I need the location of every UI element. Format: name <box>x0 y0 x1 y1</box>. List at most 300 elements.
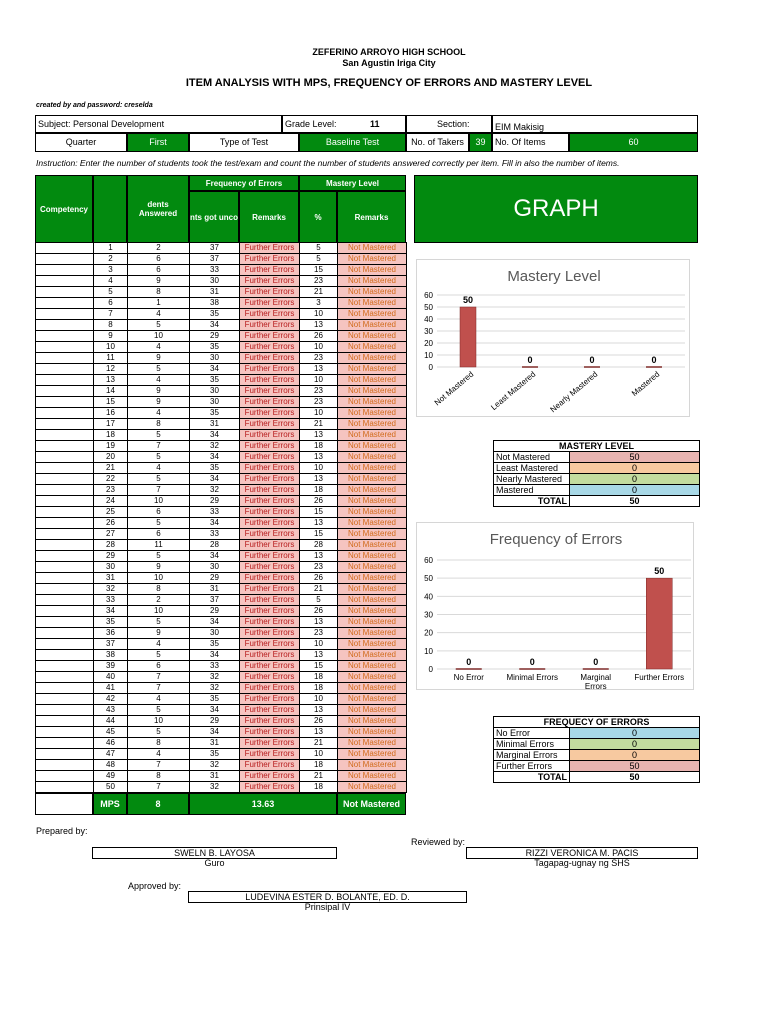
not-correct-cell: 35 <box>190 639 240 650</box>
students-answered-cell[interactable]: 8 <box>128 584 190 595</box>
table-row <box>36 320 407 331</box>
not-correct-cell: 35 <box>190 694 240 705</box>
y-tick-label: 60 <box>424 556 433 565</box>
not-correct-cell: 35 <box>190 375 240 386</box>
takers-value[interactable]: 39 <box>469 133 492 152</box>
mastery-remarks-cell: Not Mastered <box>338 408 407 419</box>
not-correct-cell: 31 <box>190 771 240 782</box>
not-correct-cell: 32 <box>190 485 240 496</box>
students-answered-cell[interactable]: 4 <box>128 375 190 386</box>
competency-cell[interactable] <box>36 661 94 672</box>
students-answered-cell[interactable]: 5 <box>128 518 190 529</box>
students-answered-cell[interactable]: 10 <box>128 716 190 727</box>
item-number: 37 <box>94 639 128 650</box>
mastery-remarks-cell: Not Mastered <box>338 342 407 353</box>
error-remarks-cell: Further Errors <box>240 474 300 485</box>
header-mastery-remarks: Remarks <box>337 191 406 243</box>
competency-cell[interactable] <box>36 452 94 463</box>
not-correct-cell: 30 <box>190 397 240 408</box>
mastery-remarks-cell: Not Mastered <box>338 287 407 298</box>
competency-cell[interactable] <box>36 650 94 661</box>
students-answered-cell[interactable]: 5 <box>128 364 190 375</box>
table-row <box>36 507 407 518</box>
table-row <box>36 727 407 738</box>
students-answered-cell[interactable]: 4 <box>128 309 190 320</box>
not-correct-cell: 37 <box>190 254 240 265</box>
competency-cell[interactable] <box>36 474 94 485</box>
reviewed-name[interactable]: RIZZI VERONICA M. PACIS <box>466 847 698 859</box>
not-correct-cell: 34 <box>190 452 240 463</box>
competency-cell[interactable] <box>36 617 94 628</box>
mastery-total-label: TOTAL <box>494 496 570 507</box>
competency-cell[interactable] <box>36 705 94 716</box>
mastery-remarks-cell: Not Mastered <box>338 760 407 771</box>
y-tick-label: 60 <box>424 291 433 300</box>
error-remarks-cell: Further Errors <box>240 331 300 342</box>
students-answered-cell[interactable]: 10 <box>128 606 190 617</box>
mastery-remarks-cell: Not Mastered <box>338 529 407 540</box>
not-correct-cell: 30 <box>190 562 240 573</box>
table-row <box>36 661 407 672</box>
error-remarks-cell: Further Errors <box>240 628 300 639</box>
not-correct-cell: 32 <box>190 782 240 793</box>
item-number: 19 <box>94 441 128 452</box>
percent-cell: 28 <box>300 540 338 551</box>
header-percent: % <box>299 191 337 243</box>
not-correct-cell: 28 <box>190 540 240 551</box>
competency-cell[interactable] <box>36 782 94 793</box>
competency-cell[interactable] <box>36 540 94 551</box>
mastery-label: Not Mastered <box>494 452 570 463</box>
prepared-name[interactable]: SWELN B. LAYOSA <box>92 847 337 859</box>
students-answered-cell[interactable]: 5 <box>128 430 190 441</box>
competency-cell[interactable] <box>36 562 94 573</box>
competency-cell[interactable] <box>36 760 94 771</box>
approved-by-label: Approved by: <box>128 881 182 891</box>
mastery-remarks-cell: Not Mastered <box>338 397 407 408</box>
header-frequency-errors: Frequency of Errors <box>189 175 299 191</box>
students-answered-cell[interactable]: 10 <box>128 331 190 342</box>
mastery-remarks-cell: Not Mastered <box>338 320 407 331</box>
mastery-remarks-cell: Not Mastered <box>338 606 407 617</box>
item-number: 14 <box>94 386 128 397</box>
percent-cell: 18 <box>300 441 338 452</box>
table-row <box>36 265 407 276</box>
students-answered-cell[interactable]: 4 <box>128 463 190 474</box>
competency-cell[interactable] <box>36 430 94 441</box>
table-row <box>36 782 407 793</box>
mps-remarks: Not Mastered <box>337 793 406 815</box>
not-correct-cell: 32 <box>190 672 240 683</box>
students-answered-cell[interactable]: 5 <box>128 452 190 463</box>
not-correct-cell: 34 <box>190 474 240 485</box>
mastery-remarks-cell: Not Mastered <box>338 430 407 441</box>
students-answered-cell[interactable]: 9 <box>128 562 190 573</box>
students-answered-cell[interactable]: 6 <box>128 661 190 672</box>
y-tick-label: 20 <box>424 339 433 348</box>
item-number: 17 <box>94 419 128 430</box>
chart-title: Frequency of Errors <box>489 531 623 548</box>
not-correct-cell: 35 <box>190 749 240 760</box>
percent-cell: 10 <box>300 342 338 353</box>
competency-cell[interactable] <box>36 595 94 606</box>
bar <box>460 307 476 367</box>
percent-cell: 13 <box>300 727 338 738</box>
item-number: 45 <box>94 727 128 738</box>
competency-cell[interactable] <box>36 331 94 342</box>
x-tick-label: Further Errors <box>634 673 685 682</box>
students-answered-cell[interactable]: 5 <box>128 551 190 562</box>
error-remarks-cell: Further Errors <box>240 705 300 716</box>
competency-cell[interactable] <box>36 243 94 254</box>
not-correct-cell: 31 <box>190 738 240 749</box>
competency-cell[interactable] <box>36 771 94 782</box>
students-answered-cell[interactable]: 9 <box>128 386 190 397</box>
error-remarks-cell: Further Errors <box>240 760 300 771</box>
students-answered-cell[interactable]: 8 <box>128 738 190 749</box>
competency-cell[interactable] <box>36 265 94 276</box>
percent-cell: 18 <box>300 672 338 683</box>
items-value[interactable]: 60 <box>569 133 698 152</box>
students-answered-cell[interactable]: 5 <box>128 474 190 485</box>
y-tick-label: 40 <box>424 315 433 324</box>
percent-cell: 23 <box>300 386 338 397</box>
mastery-remarks-cell: Not Mastered <box>338 562 407 573</box>
students-answered-cell[interactable]: 6 <box>128 529 190 540</box>
students-answered-cell[interactable]: 9 <box>128 353 190 364</box>
competency-cell[interactable] <box>36 507 94 518</box>
reviewed-title: Tagapag-ugnay ng SHS <box>534 858 630 868</box>
error-remarks-cell: Further Errors <box>240 562 300 573</box>
not-correct-cell: 29 <box>190 331 240 342</box>
competency-cell[interactable] <box>36 738 94 749</box>
header-mastery-level: Mastery Level <box>299 175 406 191</box>
competency-cell[interactable] <box>36 551 94 562</box>
table-row <box>36 496 407 507</box>
competency-cell[interactable] <box>36 298 94 309</box>
table-row <box>36 716 407 727</box>
item-number: 18 <box>94 430 128 441</box>
competency-cell[interactable] <box>36 441 94 452</box>
item-number: 2 <box>94 254 128 265</box>
table-row <box>36 683 407 694</box>
competency-cell[interactable] <box>36 364 94 375</box>
not-correct-cell: 37 <box>190 595 240 606</box>
students-answered-cell[interactable]: 5 <box>128 727 190 738</box>
mastery-remarks-cell: Not Mastered <box>338 716 407 727</box>
competency-cell[interactable] <box>36 749 94 760</box>
percent-cell: 10 <box>300 309 338 320</box>
item-number: 46 <box>94 738 128 749</box>
errors-chart-svg <box>417 523 695 691</box>
not-correct-cell: 33 <box>190 661 240 672</box>
percent-cell: 18 <box>300 760 338 771</box>
table-row <box>36 562 407 573</box>
error-remarks-cell: Further Errors <box>240 529 300 540</box>
error-remarks-cell: Further Errors <box>240 727 300 738</box>
approved-name[interactable]: LUDEVINA ESTER D. BOLANTE, ED. D. <box>188 891 467 903</box>
table-row <box>36 375 407 386</box>
header-competency: Competency <box>35 175 93 243</box>
item-number: 48 <box>94 760 128 771</box>
not-correct-cell: 32 <box>190 441 240 452</box>
competency-cell[interactable] <box>36 694 94 705</box>
students-answered-cell[interactable]: 2 <box>128 243 190 254</box>
competency-cell[interactable] <box>36 529 94 540</box>
percent-cell: 21 <box>300 287 338 298</box>
mastery-label: Least Mastered <box>494 463 570 474</box>
percent-cell: 23 <box>300 353 338 364</box>
percent-cell: 18 <box>300 485 338 496</box>
mastery-title: MASTERY LEVEL <box>494 441 700 452</box>
item-number: 34 <box>94 606 128 617</box>
competency-cell[interactable] <box>36 408 94 419</box>
not-correct-cell: 31 <box>190 584 240 595</box>
error-remarks-cell: Further Errors <box>240 683 300 694</box>
students-answered-cell[interactable]: 6 <box>128 254 190 265</box>
competency-cell[interactable] <box>36 672 94 683</box>
test-type-value[interactable]: Baseline Test <box>299 133 406 152</box>
prepared-title: Guro <box>204 858 225 868</box>
students-answered-cell[interactable]: 5 <box>128 650 190 661</box>
mastery-remarks-cell: Not Mastered <box>338 727 407 738</box>
error-remarks-cell: Further Errors <box>240 243 300 254</box>
students-answered-cell[interactable]: 1 <box>128 298 190 309</box>
item-number: 22 <box>94 474 128 485</box>
competency-cell[interactable] <box>36 584 94 595</box>
chart-title: Mastery Level <box>507 268 601 285</box>
students-answered-cell[interactable]: 6 <box>128 507 190 518</box>
students-answered-cell[interactable]: 8 <box>128 771 190 782</box>
errors-row <box>494 750 700 761</box>
school-name: ZEFERINO ARROYO HIGH SCHOOL <box>312 47 466 57</box>
mastery-remarks-cell: Not Mastered <box>338 518 407 529</box>
not-correct-cell: 35 <box>190 342 240 353</box>
table-row <box>36 309 407 320</box>
mastery-row <box>494 463 700 474</box>
error-remarks-cell: Further Errors <box>240 254 300 265</box>
students-answered-cell[interactable]: 5 <box>128 617 190 628</box>
errors-label: Further Errors <box>494 761 570 772</box>
competency-cell[interactable] <box>36 606 94 617</box>
competency-cell[interactable] <box>36 254 94 265</box>
item-number: 33 <box>94 595 128 606</box>
item-number: 9 <box>94 331 128 342</box>
competency-cell[interactable] <box>36 496 94 507</box>
competency-cell[interactable] <box>36 309 94 320</box>
error-remarks-cell: Further Errors <box>240 771 300 782</box>
competency-cell[interactable] <box>36 639 94 650</box>
competency-cell[interactable] <box>36 727 94 738</box>
competency-cell[interactable] <box>36 397 94 408</box>
graph-banner: GRAPH <box>414 175 698 243</box>
students-answered-cell[interactable]: 9 <box>128 628 190 639</box>
mastery-remarks-cell: Not Mastered <box>338 573 407 584</box>
mps-label: MPS <box>93 793 127 815</box>
students-answered-cell[interactable]: 7 <box>128 672 190 683</box>
students-answered-cell[interactable]: 6 <box>128 265 190 276</box>
percent-cell: 21 <box>300 584 338 595</box>
mastery-remarks-cell: Not Mastered <box>338 507 407 518</box>
mastery-remarks-cell: Not Mastered <box>338 661 407 672</box>
not-correct-cell: 29 <box>190 606 240 617</box>
item-number: 35 <box>94 617 128 628</box>
competency-cell[interactable] <box>36 628 94 639</box>
y-tick-label: 0 <box>428 363 433 372</box>
percent-cell: 3 <box>300 298 338 309</box>
not-correct-cell: 29 <box>190 496 240 507</box>
mastery-value: 0 <box>570 463 700 474</box>
table-row <box>36 650 407 661</box>
competency-cell[interactable] <box>36 683 94 694</box>
errors-row <box>494 761 700 772</box>
mastery-chart-svg <box>417 260 691 418</box>
errors-value: 0 <box>570 750 700 761</box>
mastery-label: Mastered <box>494 485 570 496</box>
mastery-remarks-cell: Not Mastered <box>338 474 407 485</box>
item-number: 20 <box>94 452 128 463</box>
table-row <box>36 617 407 628</box>
percent-cell: 5 <box>300 243 338 254</box>
percent-cell: 23 <box>300 628 338 639</box>
error-remarks-cell: Further Errors <box>240 782 300 793</box>
not-correct-cell: 30 <box>190 353 240 364</box>
mastery-remarks-cell: Not Mastered <box>338 419 407 430</box>
mastery-label: Nearly Mastered <box>494 474 570 485</box>
item-number: 7 <box>94 309 128 320</box>
competency-cell[interactable] <box>36 276 94 287</box>
header-item-number <box>93 175 127 243</box>
students-answered-cell[interactable]: 10 <box>128 573 190 584</box>
competency-cell[interactable] <box>36 353 94 364</box>
students-answered-cell[interactable]: 4 <box>128 749 190 760</box>
students-answered-cell[interactable]: 7 <box>128 683 190 694</box>
item-number: 1 <box>94 243 128 254</box>
item-number: 26 <box>94 518 128 529</box>
error-remarks-cell: Further Errors <box>240 595 300 606</box>
competency-cell[interactable] <box>36 716 94 727</box>
table-row <box>36 738 407 749</box>
item-number: 47 <box>94 749 128 760</box>
students-answered-cell[interactable]: 10 <box>128 496 190 507</box>
percent-cell: 10 <box>300 694 338 705</box>
not-correct-cell: 29 <box>190 573 240 584</box>
mastery-value: 0 <box>570 474 700 485</box>
item-number: 41 <box>94 683 128 694</box>
not-correct-cell: 32 <box>190 683 240 694</box>
item-number: 40 <box>94 672 128 683</box>
item-number: 38 <box>94 650 128 661</box>
students-answered-cell[interactable]: 7 <box>128 760 190 771</box>
percent-cell: 23 <box>300 397 338 408</box>
mastery-remarks-cell: Not Mastered <box>338 254 407 265</box>
error-remarks-cell: Further Errors <box>240 441 300 452</box>
item-number: 3 <box>94 265 128 276</box>
mps-competency-cell <box>35 793 93 815</box>
students-answered-cell[interactable]: 8 <box>128 287 190 298</box>
students-answered-cell[interactable]: 7 <box>128 782 190 793</box>
competency-cell[interactable] <box>36 485 94 496</box>
table-row <box>36 441 407 452</box>
x-tick-label: No Error <box>453 673 484 682</box>
error-remarks-cell: Further Errors <box>240 320 300 331</box>
error-remarks-cell: Further Errors <box>240 265 300 276</box>
mastery-remarks-cell: Not Mastered <box>338 782 407 793</box>
students-answered-cell[interactable]: 7 <box>128 441 190 452</box>
item-number: 13 <box>94 375 128 386</box>
quarter-value[interactable]: First <box>127 133 189 152</box>
competency-cell[interactable] <box>36 287 94 298</box>
competency-cell[interactable] <box>36 342 94 353</box>
table-row <box>36 419 407 430</box>
students-answered-cell[interactable]: 4 <box>128 639 190 650</box>
competency-cell[interactable] <box>36 386 94 397</box>
competency-cell[interactable] <box>36 518 94 529</box>
error-remarks-cell: Further Errors <box>240 749 300 760</box>
students-answered-cell[interactable]: 8 <box>128 419 190 430</box>
mastery-remarks-cell: Not Mastered <box>338 353 407 364</box>
error-remarks-cell: Further Errors <box>240 298 300 309</box>
error-remarks-cell: Further Errors <box>240 606 300 617</box>
competency-cell[interactable] <box>36 375 94 386</box>
competency-cell[interactable] <box>36 573 94 584</box>
table-row <box>36 353 407 364</box>
y-tick-label: 10 <box>424 351 433 360</box>
item-number: 27 <box>94 529 128 540</box>
competency-cell[interactable] <box>36 419 94 430</box>
percent-cell: 26 <box>300 573 338 584</box>
not-correct-cell: 29 <box>190 716 240 727</box>
percent-cell: 13 <box>300 518 338 529</box>
students-answered-cell[interactable]: 7 <box>128 485 190 496</box>
y-tick-label: 30 <box>424 610 433 620</box>
item-number: 29 <box>94 551 128 562</box>
percent-cell: 10 <box>300 375 338 386</box>
mastery-remarks-cell: Not Mastered <box>338 364 407 375</box>
competency-cell[interactable] <box>36 320 94 331</box>
competency-cell[interactable] <box>36 463 94 474</box>
prepared-by-label: Prepared by: <box>36 826 88 836</box>
not-correct-cell: 34 <box>190 364 240 375</box>
data-label: 50 <box>462 295 474 305</box>
item-number: 50 <box>94 782 128 793</box>
students-answered-cell[interactable]: 2 <box>128 595 190 606</box>
error-remarks-cell: Further Errors <box>240 518 300 529</box>
percent-cell: 15 <box>300 507 338 518</box>
mastery-remarks-cell: Not Mastered <box>338 683 407 694</box>
percent-cell: 13 <box>300 452 338 463</box>
students-answered-cell[interactable]: 9 <box>128 397 190 408</box>
school-location: San Agustin Iriga City <box>342 58 436 68</box>
students-answered-cell[interactable]: 11 <box>128 540 190 551</box>
students-answered-cell[interactable]: 4 <box>128 694 190 705</box>
item-number: 23 <box>94 485 128 496</box>
section-value[interactable]: EIM Makisig <box>492 115 698 133</box>
students-answered-cell[interactable]: 5 <box>128 320 190 331</box>
students-answered-cell[interactable]: 4 <box>128 342 190 353</box>
error-remarks-cell: Further Errors <box>240 364 300 375</box>
students-answered-cell[interactable]: 5 <box>128 705 190 716</box>
percent-cell: 26 <box>300 716 338 727</box>
table-row <box>36 485 407 496</box>
students-answered-cell[interactable]: 4 <box>128 408 190 419</box>
table-row <box>36 672 407 683</box>
table-row <box>36 518 407 529</box>
not-correct-cell: 30 <box>190 628 240 639</box>
instruction-text: Instruction: Enter the number of students took the test/exam and count the number of students answered correctly per item. Fill in also the number of items. <box>36 158 620 168</box>
not-correct-cell: 34 <box>190 551 240 562</box>
students-answered-cell[interactable]: 9 <box>128 276 190 287</box>
